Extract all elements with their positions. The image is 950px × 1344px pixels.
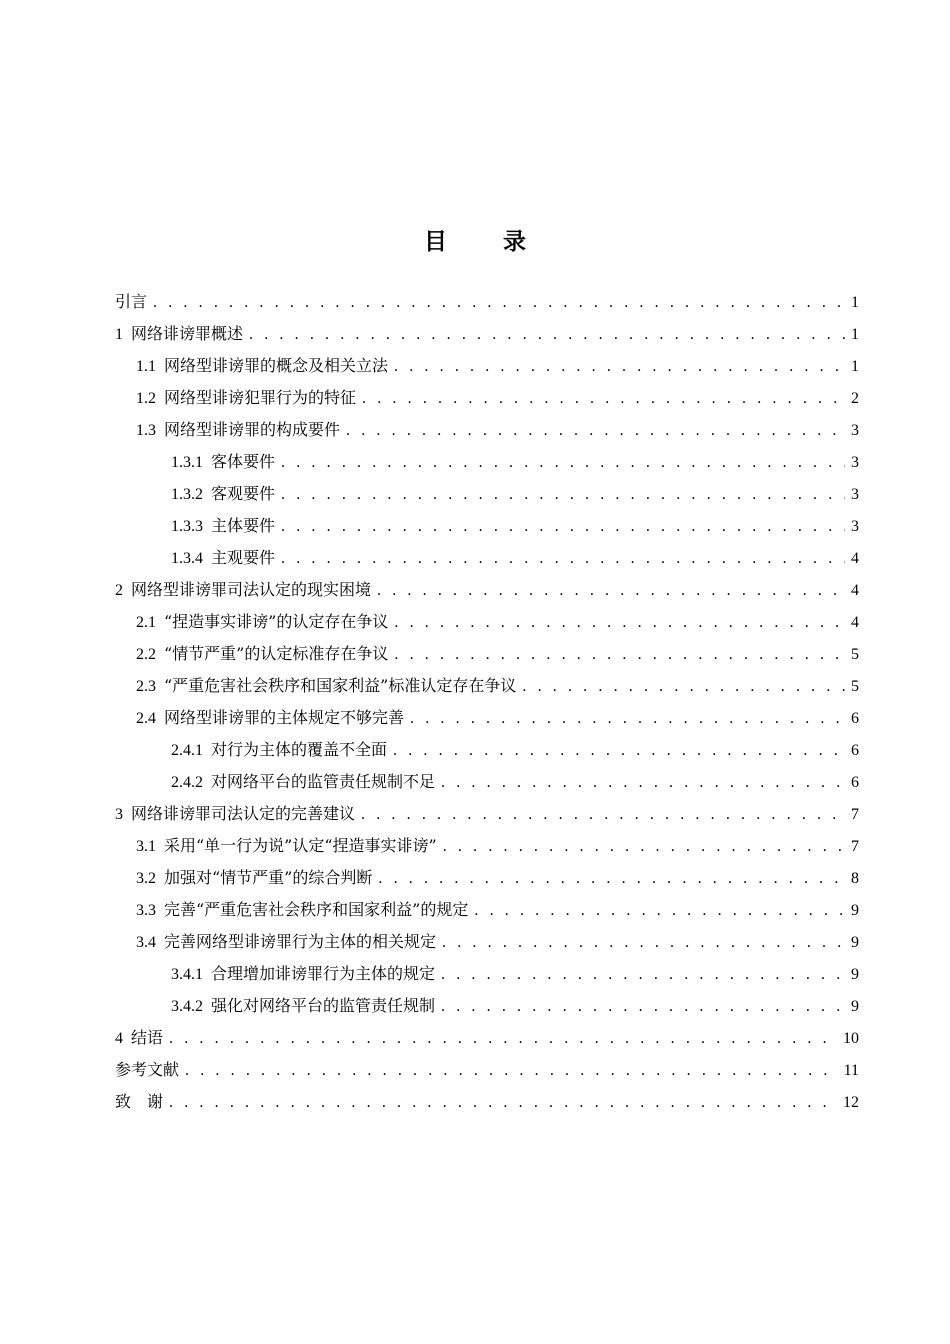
- toc-entry-label: 引言: [115, 292, 148, 311]
- toc-dot-leader: [443, 831, 845, 863]
- toc-entry-number: 2: [115, 582, 123, 599]
- toc-entry-label: 参考文献: [115, 1060, 180, 1079]
- toc-entry-number: 1: [115, 326, 123, 343]
- toc-entry-label: 完善网络型诽谤罪行为主体的相关规定: [164, 932, 437, 951]
- toc-entry-number: 2.3: [136, 678, 156, 695]
- toc-dot-leader: [441, 991, 845, 1023]
- toc-entry-label: 采用“单一行为说”认定“捏造事实诽谤”: [164, 836, 437, 855]
- toc-dot-leader: [522, 671, 845, 703]
- toc-entry-number: 3.4.2: [171, 998, 203, 1015]
- toc-entry-number: 4: [115, 1030, 123, 1047]
- toc-entry-number: 1.3.1: [171, 454, 203, 471]
- toc-entry[interactable]: [115, 478, 859, 510]
- toc-entry-number: 1.1: [136, 358, 156, 375]
- toc-entry[interactable]: [115, 1054, 859, 1086]
- toc-entry-label: 客体要件: [211, 452, 276, 471]
- toc-page-number: 3: [851, 486, 859, 503]
- toc-page-number: 4: [851, 582, 859, 599]
- toc-entry-number: 2.1: [136, 614, 156, 631]
- toc-entry-label: 对网络平台的监管责任规制不足: [211, 772, 436, 791]
- toc-entry-number: 3: [115, 806, 123, 823]
- toc-entry-number: 1.3: [136, 422, 156, 439]
- toc-entry[interactable]: [115, 382, 859, 414]
- toc-page-number: 1: [851, 358, 859, 375]
- toc-entry[interactable]: [115, 798, 859, 830]
- toc-page-number: 6: [851, 710, 859, 727]
- toc-entry[interactable]: [115, 926, 859, 958]
- toc-entry-label: 网络型诽谤罪司法认定的现实困境: [131, 580, 372, 599]
- toc-dot-leader: [169, 1087, 837, 1119]
- toc-page-number: 6: [851, 774, 859, 791]
- toc-entry[interactable]: [115, 862, 859, 894]
- toc-entry-label: 网络诽谤罪司法认定的完善建议: [131, 804, 356, 823]
- toc-dot-leader: [394, 639, 845, 671]
- toc-entry-number: 2.4.1: [171, 742, 203, 759]
- toc-dot-leader: [281, 479, 845, 511]
- toc-dot-leader: [393, 735, 845, 767]
- toc-page-number: 11: [843, 1062, 859, 1079]
- toc-dot-leader: [281, 543, 845, 575]
- toc-dot-leader: [394, 351, 845, 383]
- toc-dot-leader: [281, 447, 845, 479]
- toc-entry[interactable]: [115, 286, 859, 318]
- toc-entry-label: 网络型诽谤罪的主体规定不够完善: [164, 708, 405, 727]
- toc-entry-number: 3.2: [136, 870, 156, 887]
- toc-entry[interactable]: [115, 958, 859, 990]
- toc-page-number: 3: [851, 518, 859, 535]
- toc-entry-number: 2.4.2: [171, 774, 203, 791]
- toc-page-number: 2: [851, 390, 859, 407]
- toc-dot-leader: [361, 799, 845, 831]
- toc-page-number: 10: [843, 1030, 859, 1047]
- toc-entry-label: 合理增加诽谤罪行为主体的规定: [211, 964, 436, 983]
- toc-entry-number: 2.4: [136, 710, 156, 727]
- toc-entry[interactable]: [115, 574, 859, 606]
- toc-entry[interactable]: [115, 830, 859, 862]
- toc-page-number: 7: [851, 838, 859, 855]
- toc-dot-leader: [185, 1055, 838, 1087]
- toc-entry-label: “捏造事实诽谤”的认定存在争议: [164, 612, 389, 631]
- toc-entry[interactable]: [115, 606, 859, 638]
- toc-dot-leader: [346, 415, 845, 447]
- toc-entry-label: 网络型诽谤罪的概念及相关立法: [164, 356, 389, 375]
- toc-dot-leader: [394, 607, 845, 639]
- toc-dot-leader: [441, 959, 845, 991]
- toc-page-number: 12: [843, 1094, 859, 1111]
- toc-entry[interactable]: [115, 894, 859, 926]
- toc-page-number: 5: [851, 646, 859, 663]
- toc-page-number: 9: [851, 934, 859, 951]
- toc-entry-number: 1.3.3: [171, 518, 203, 535]
- toc-entry[interactable]: [115, 414, 859, 446]
- toc-dot-leader: [169, 1023, 837, 1055]
- table-of-contents: [115, 286, 859, 1118]
- toc-entry-label: 完善“严重危害社会秩序和国家利益”的规定: [164, 900, 469, 919]
- toc-page-number: 1: [851, 326, 859, 343]
- toc-dot-leader: [281, 511, 845, 543]
- toc-entry[interactable]: [115, 670, 859, 702]
- toc-entry[interactable]: [115, 350, 859, 382]
- toc-entry[interactable]: [115, 702, 859, 734]
- toc-entry[interactable]: [115, 318, 859, 350]
- toc-page-number: 8: [851, 870, 859, 887]
- toc-entry-label: “情节严重”的认定标准存在争议: [164, 644, 389, 663]
- toc-dot-leader: [442, 927, 845, 959]
- toc-dot-leader: [441, 767, 845, 799]
- toc-page-number: 9: [851, 998, 859, 1015]
- toc-page-number: 3: [851, 454, 859, 471]
- toc-entry[interactable]: [115, 734, 859, 766]
- toc-entry[interactable]: [115, 1086, 859, 1118]
- toc-entry-number: 3.3: [136, 902, 156, 919]
- toc-entry-label: 强化对网络平台的监管责任规制: [211, 996, 436, 1015]
- toc-page-number: 1: [851, 294, 859, 311]
- toc-entry-label: 主观要件: [211, 548, 276, 567]
- toc-entry[interactable]: [115, 766, 859, 798]
- toc-entry-label: “严重危害社会秩序和国家利益”标准认定存在争议: [164, 676, 517, 695]
- toc-entry-label: 对行为主体的覆盖不全面: [211, 740, 388, 759]
- toc-entry-label: 结语: [131, 1028, 164, 1047]
- toc-entry-number: 1.3.2: [171, 486, 203, 503]
- toc-entry[interactable]: [115, 510, 859, 542]
- toc-entry-label: 加强对“情节严重”的综合判断: [164, 868, 373, 887]
- toc-entry[interactable]: [115, 446, 859, 478]
- toc-entry-number: 1.3.4: [171, 550, 203, 567]
- toc-page-number: 3: [851, 422, 859, 439]
- toc-entry-label: 致 谢: [115, 1092, 164, 1111]
- toc-page-number: 9: [851, 966, 859, 983]
- toc-dot-leader: [377, 575, 845, 607]
- toc-page-number: 9: [851, 902, 859, 919]
- toc-entry-number: 3.4.1: [171, 966, 203, 983]
- toc-entry-number: 3.1: [136, 838, 156, 855]
- toc-page-number: 6: [851, 742, 859, 759]
- toc-entry[interactable]: [115, 542, 859, 574]
- toc-entry-number: 3.4: [136, 934, 156, 951]
- toc-entry[interactable]: [115, 990, 859, 1022]
- toc-dot-leader: [474, 895, 845, 927]
- toc-entry-number: 2.2: [136, 646, 156, 663]
- toc-entry-label: 网络型诽谤罪的构成要件: [164, 420, 341, 439]
- toc-entry-number: 1.2: [136, 390, 156, 407]
- toc-entry-label: 主体要件: [211, 516, 276, 535]
- toc-page-number: 7: [851, 806, 859, 823]
- toc-dot-leader: [153, 287, 845, 319]
- toc-page-number: 5: [851, 678, 859, 695]
- toc-entry-label: 网络诽谤罪概述: [131, 324, 244, 343]
- toc-entry-label: 客观要件: [211, 484, 276, 503]
- toc-entry-label: 网络型诽谤犯罪行为的特征: [164, 388, 357, 407]
- toc-dot-leader: [362, 383, 845, 415]
- toc-dot-leader: [378, 863, 845, 895]
- toc-dot-leader: [249, 319, 845, 351]
- toc-entry[interactable]: [115, 1022, 859, 1054]
- toc-entry[interactable]: [115, 638, 859, 670]
- toc-page-number: 4: [851, 614, 859, 631]
- toc-dot-leader: [410, 703, 845, 735]
- toc-page-number: 4: [851, 550, 859, 567]
- page-title: 目 录: [423, 229, 550, 255]
